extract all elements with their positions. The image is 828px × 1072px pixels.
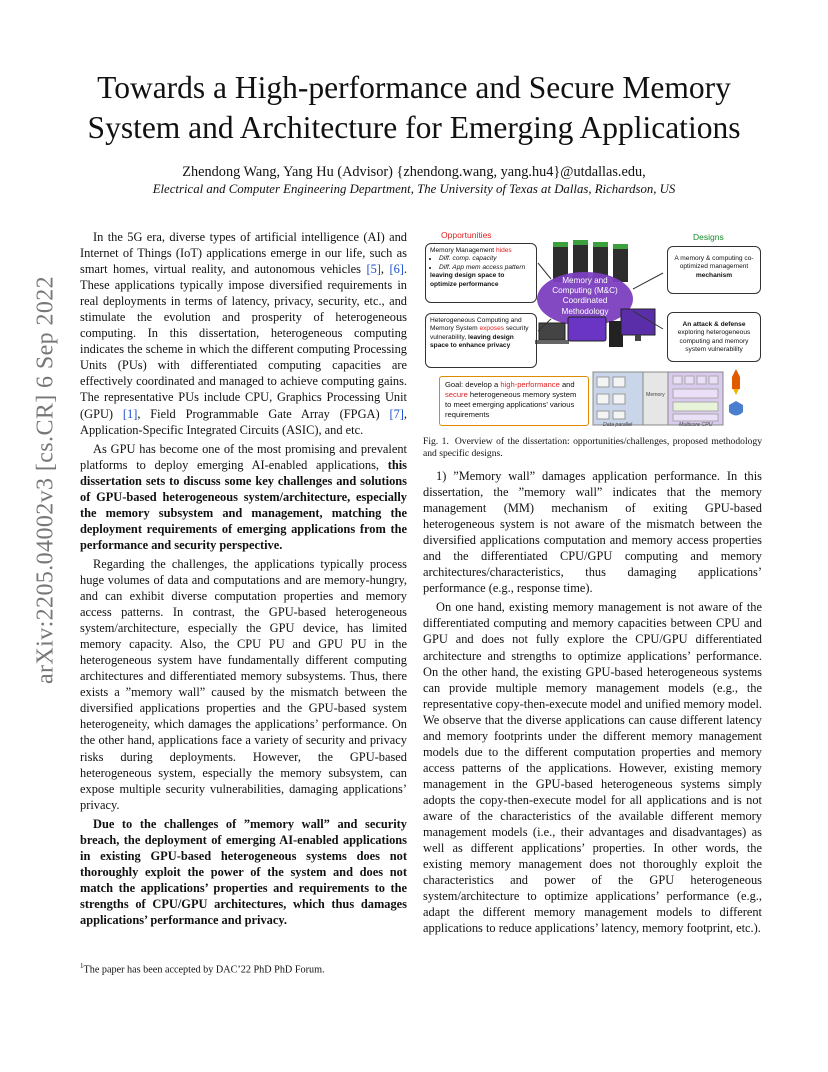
challenges-paragraph: Regarding the challenges, the applications typically process huge volumes of data and computations and are memory-hungry, and can exhibit diverse computation properties and memory access patterns. In contrast, the GPU-based heterogeneous system/architecture, especially the GPU device, has limited memory capacity. Also, the CPU PU and GPU PU in the heterogeneous system have fundamentally different computing architectures and differentiated memory subsystems. Thus, there exists a ”memory wall” caused by the mismatch between the diversified applications properties and the GPU-based system heterogeneity, which damages the applications’ performance. On the other hand, applications face a variety of security and privacy risks during deployments. However, the GPU-based heterogeneous system, especially the memory subsystem, can expose multiple security vulnerabilities, damaging applications’ privacy. — [80, 556, 407, 812]
data-parallel-label: Data parallel — [603, 422, 633, 428]
box-bold-text: leaving design space to enhance privacy — [430, 333, 514, 350]
memory-management-box — [425, 243, 537, 303]
footnote-mark: 1 — [80, 962, 84, 970]
laptop-icon — [535, 323, 569, 344]
designs-label: Designs — [693, 232, 724, 242]
intro-text-b: , — [380, 262, 390, 277]
box-text: security vulnerability, — [430, 325, 529, 341]
goal-text: and — [559, 380, 575, 389]
box-highlight: exposes — [479, 325, 505, 333]
citation-link[interactable]: [7] — [389, 406, 404, 421]
footnote — [80, 960, 407, 976]
opportunities-label: Opportunities — [441, 230, 492, 240]
summary-paragraph — [80, 816, 407, 928]
box-text: Memory Management — [430, 247, 496, 254]
goal-bold-text: this dissertation sets to discuss some key challenges and solutions of GPU-based heterogeneous system/architecture, especially the memory subsystem and management, matching the deployment requirements of emerging applications from the performance and security perspective. — [80, 457, 407, 552]
intro-paragraph — [80, 229, 407, 438]
title-line-2: System and Architecture for Emerging Applications — [87, 110, 741, 145]
summary-bold-text: Due to the challenges of ”memory wall” and security breach, the deployment of emerging AI-enabled applications in existing GPU-based heterogeneous systems does not thoroughly exploit the power of the system and does not match the applications’ properties and requirements to the strengths of CPU/GPU architectures, which thus damages applications’ performance and privacy. — [80, 816, 407, 927]
intro-text-d: , Field Programmable Gate Array (FPGA) — [137, 406, 390, 421]
memory-label: Memory — [646, 392, 665, 398]
list-item: • Diff. comp. capacity — [439, 255, 532, 263]
goal-highlight: high-performance — [500, 380, 560, 389]
goal-text: Goal: develop a — [445, 380, 501, 389]
title-line-1: Towards a High-performance and Secure Memory — [97, 70, 731, 105]
citation-link[interactable]: [6] — [389, 262, 404, 277]
citation-link[interactable]: [1] — [122, 406, 138, 421]
box-bold-text: leaving design space to optimize performance — [430, 272, 505, 288]
caption-text: Overview of the dissertation: opportunities/challenges, proposed methodology and specific designs. — [423, 436, 763, 460]
box-text: A memory & computing co-optimized management — [674, 255, 754, 271]
figure-caption — [423, 436, 762, 461]
heterogeneous-system-box — [425, 313, 537, 368]
arrow — [633, 273, 663, 289]
goal-text: As GPU has become one of the most promising and prevalent platforms to deploy emerging AI-enabled applications, — [80, 441, 407, 472]
citation-link[interactable]: [5] — [366, 262, 381, 277]
list-item: • Diff. App mem access pattern — [439, 264, 532, 272]
tablet-icon — [568, 317, 606, 341]
box-bold-text: An attack & defense — [682, 321, 746, 328]
right-column — [423, 468, 762, 939]
design-attack-defense-box — [667, 312, 761, 362]
box-bold-text: mechanism — [695, 271, 733, 279]
left-column — [80, 229, 407, 931]
affiliation: Electrical and Computer Engineering Department, The University of Texas at Dallas, Richardson, US — [152, 182, 676, 196]
memory-wall-paragraph: 1) ”Memory wall” damages application performance. In this dissertation, the ”memory wall” indicates that the memory management (MM) mechanism of exiting GPU-based heterogeneous system is not aware of the mismatch between the diversified applications computation and memory access properties and the differentiated CPU/GPU computing and memory architectures/characteristics, thus damaging applications’ performance (e.g., response time). — [423, 469, 762, 596]
intro-text-a: In the 5G era, diverse types of artificial intelligence (AI) and Internet of Things (IoT) applications emerge in our life, such as smart homes, virtual reality, and autonomous vehicles — [80, 230, 407, 277]
memory-management-paragraph: On one hand, existing memory management is not aware of the differentiated computing and memory capacities between CPU and GPU and does not fully explore the CPU/GPU differentiated architecture and strengths to optimize applications’ performance. On the other hand, the existing GPU-based heterogeneous systems can provide multiple memory management models (e.g., the representative copy-then-execute model and unified memory model. We observe that the diverse applications can cause different latency and memory footprints under the different memory management models due to the different computation properties and memory access patterns of the applications. However, existing memory management in the GPU-based heterogeneous systems simply adopts the copy-then-execute model for all applications and is not aware of the characteristics of the available different memory management models (i.e., their advantages and disadvantages) as well as different applications’ properties. In other words, the existing memory management does not thoroughly exploit the characteristics and power of the GPU heterogeneous system/architecture to optimize applications’ performance (e.g., adapt the different memory management models to different applications to reduce applications’ latency, memory footprint, etc.). — [423, 600, 762, 936]
authors: Zhendong Wang, Yang Hu (Advisor) {zhendong.wang, yang.hu4}@utdallas.edu, — [182, 164, 646, 180]
figure-1 — [423, 229, 762, 431]
box-highlight: hides — [495, 247, 512, 254]
multicore-cpu-label: Multicore CPU — [679, 422, 713, 428]
shield-icon — [729, 401, 743, 416]
intro-text-c: . These applications typically impose diversified requirements in real deployments in terms of latency, privacy, security, etc., and stimulate the evolution and prosperity of heterogeneous computing. In this dissertation, heterogeneous computing indicates the scheme in which the different computing Processing Units (PUs) with differentiated computing capacities are effectively coordinated and managed to achieve computing gains. The representative PUs include CPU, Graphics Processing Unit (GPU) — [80, 262, 407, 421]
box-text: exploring heterogeneous computing and memory system vulnerability — [677, 329, 751, 354]
design-mechanism-box — [667, 246, 761, 294]
opportunity-list — [430, 255, 532, 272]
architecture-diagram — [593, 372, 723, 425]
caption-label: Fig. 1. — [423, 436, 449, 447]
box-text: Heterogeneous Computing and Memory System — [430, 317, 522, 333]
footnote-text: The paper has been accepted by DAC’22 PhD PhD Forum. — [83, 964, 325, 976]
arxiv-stamp: arXiv:2205.04002v3 [cs.CR] 6 Sep 2022 — [32, 275, 59, 685]
goal-box — [439, 376, 589, 426]
rocket-icon — [732, 369, 740, 395]
goal-text: heterogeneous memory system to meet emerging applications’ various requirements — [445, 390, 577, 419]
goal-paragraph — [80, 441, 407, 553]
paper-title — [40, 68, 788, 148]
goal-highlight: secure — [445, 390, 468, 399]
methodology-label: Memory and Computing (M&C) Coordinated Methodology — [552, 276, 618, 316]
intro-text-e: , Application-Specific Integrated Circuits (ASIC), and etc. — [80, 406, 407, 437]
